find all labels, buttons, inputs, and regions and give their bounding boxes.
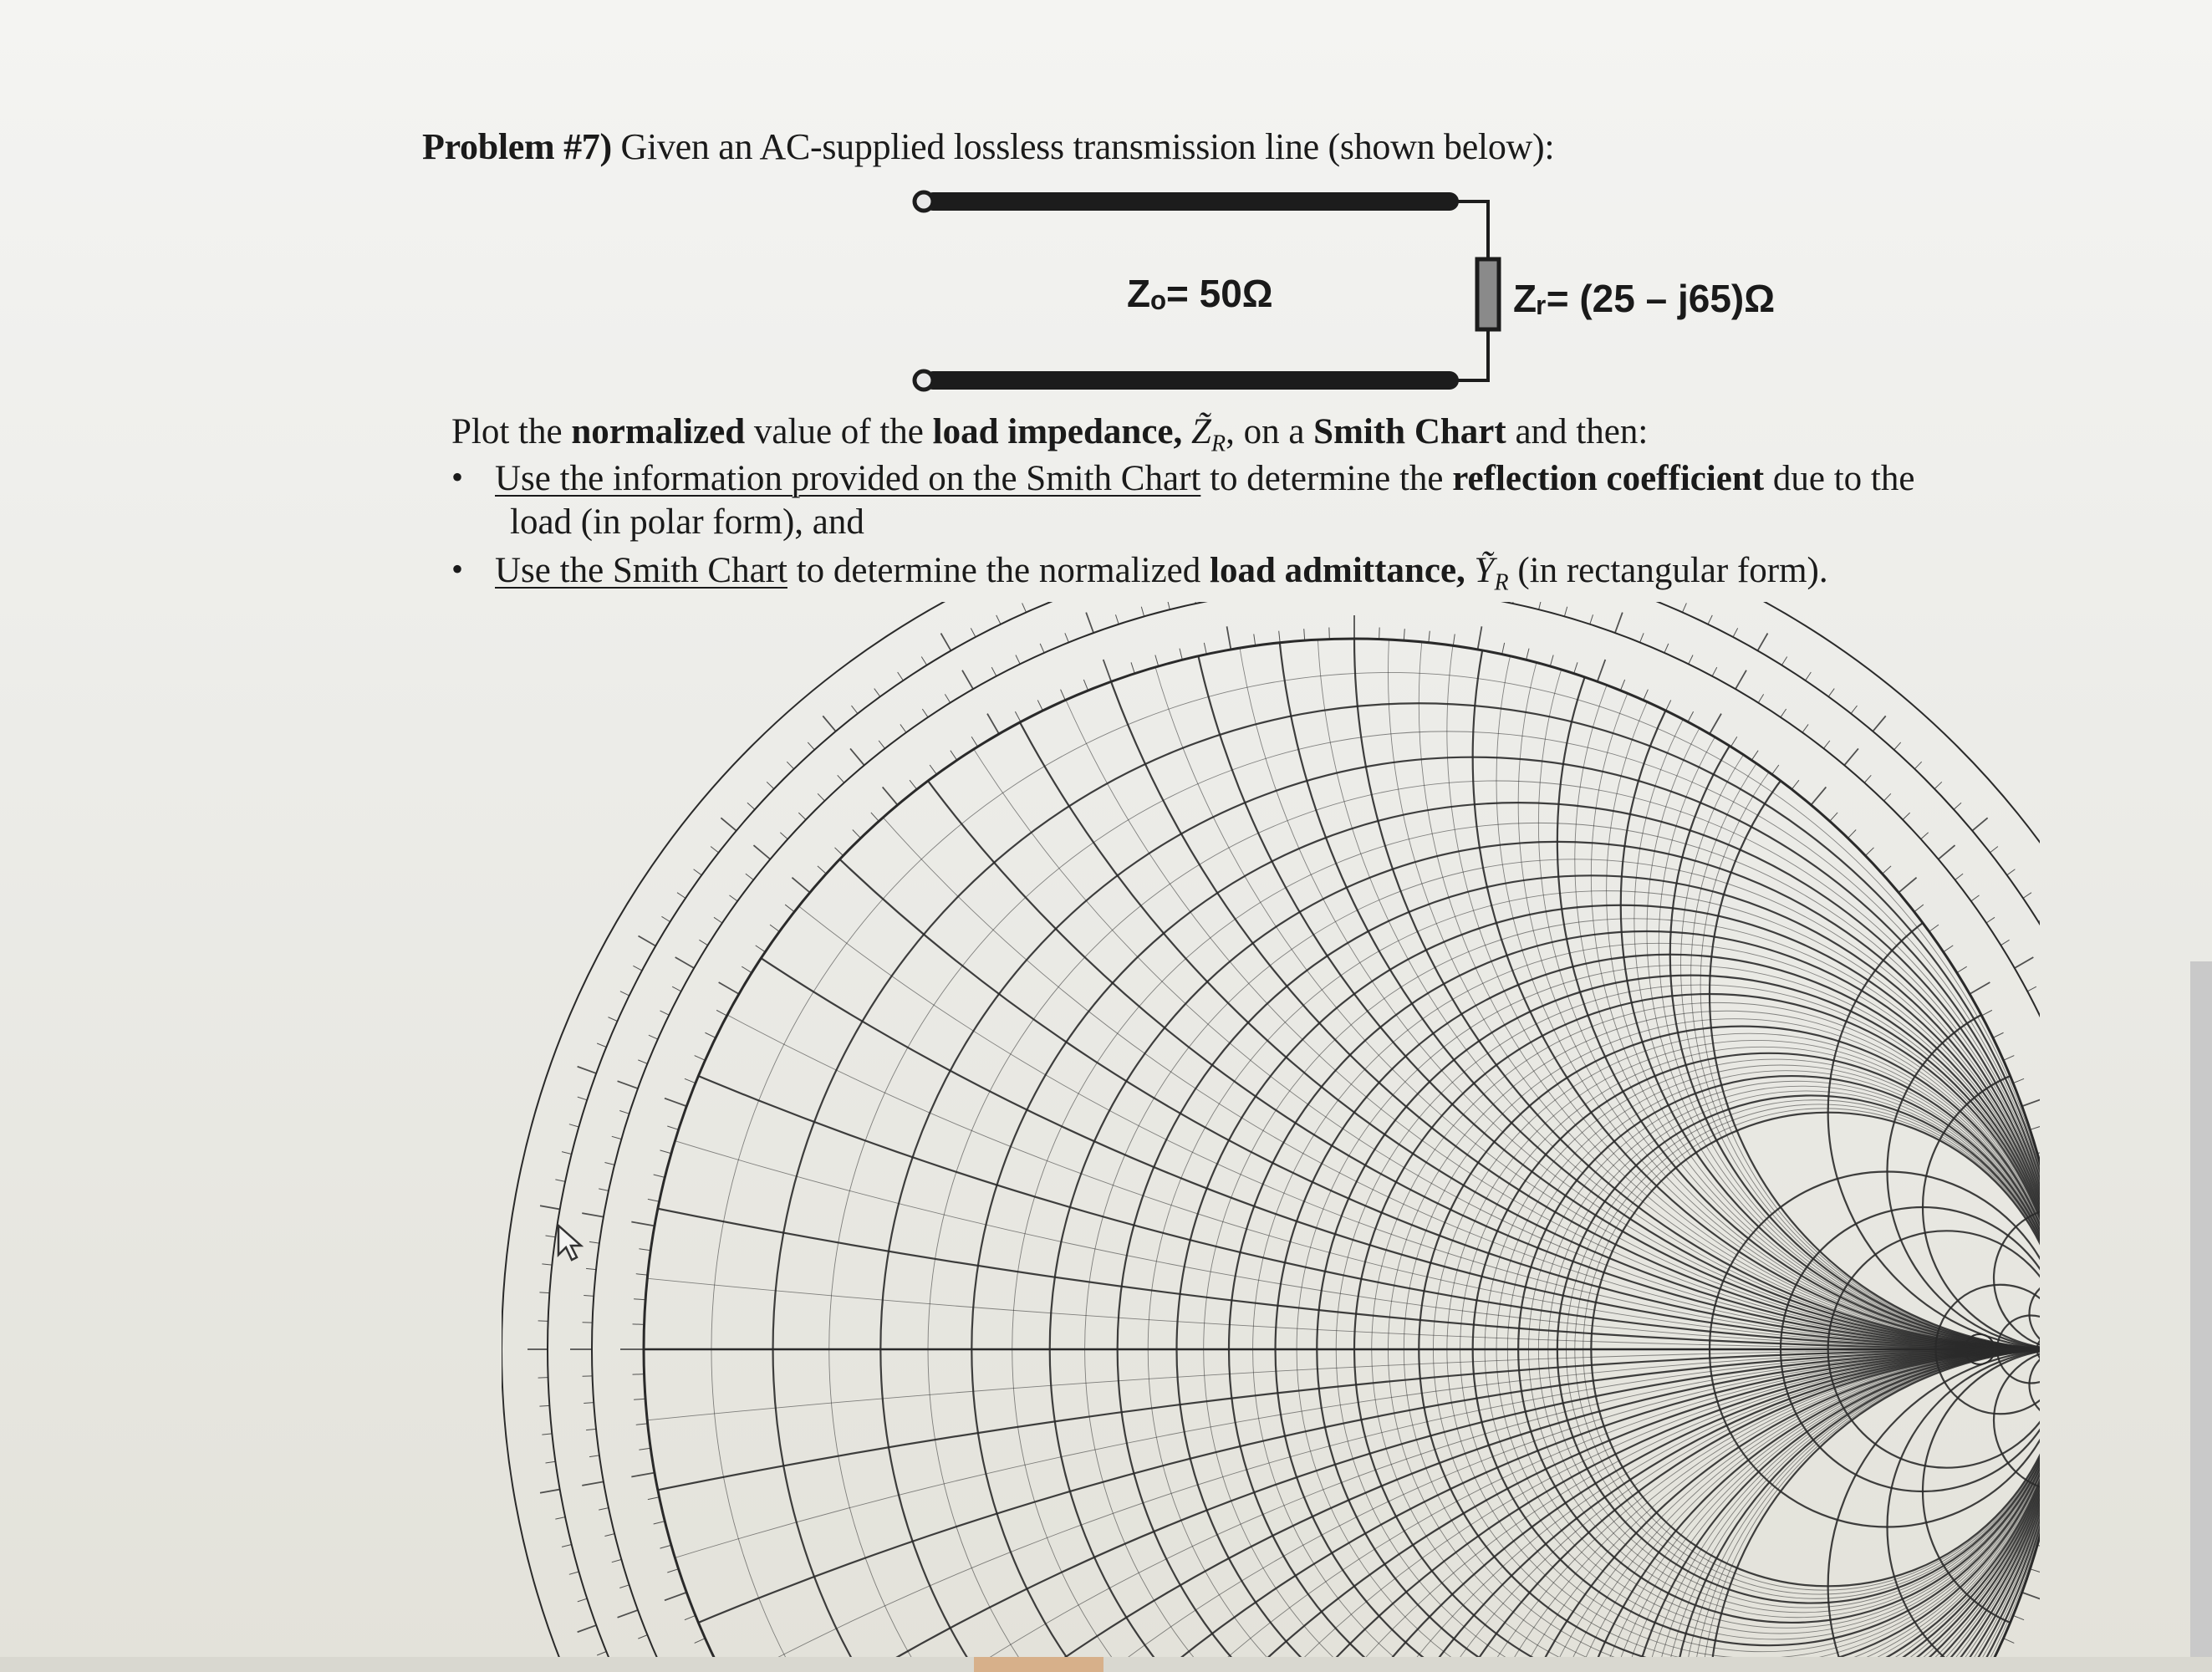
scale-tick [661,916,670,921]
scale-tick [597,1043,606,1047]
scale-tick [2013,1078,2024,1083]
bottom-conductor [924,371,1459,390]
scale-tick [589,1241,599,1243]
scale-tick [1884,793,1891,801]
scale-tick [2023,893,2031,899]
screen-edge [2190,961,2212,1672]
scale-tick [1539,602,1542,609]
scale-tick [879,741,884,748]
scale-tick [1666,700,1671,711]
bullet-dot-1: • [451,458,464,496]
scale-tick [578,1097,587,1100]
scale-tick [2007,869,2016,875]
scale-tick [1502,643,1505,655]
scale-tick [1939,845,1955,859]
mouse-cursor-icon [556,1223,584,1262]
scale-tick [1851,706,1857,713]
instr-bold-normalized: normalized [571,412,746,451]
scale-tick [1429,631,1430,643]
scale-tick [582,1213,604,1217]
load-resistor-icon [1477,259,1499,329]
scale-tick [1823,741,1829,748]
scale-tick [619,1110,629,1114]
scale-tick [631,1473,655,1477]
scale-tick [1844,748,1858,765]
scale-tick [584,1403,594,1404]
scale-tick [1914,905,1924,912]
bullet-2-tail: (in rectangular form). [1508,551,1828,590]
scale-tick [604,1162,614,1165]
scale-tick [834,848,843,856]
scale-tick [1204,643,1206,655]
scale-tick [2015,957,2034,968]
scale-tick [742,966,752,972]
scale-tick [1811,787,1826,804]
scale-tick [555,1180,565,1181]
scale-tick [1792,780,1799,789]
scale-tick [582,1481,604,1486]
smith-chart [502,602,2040,1664]
scale-tick [1083,680,1088,691]
scale-tick [1550,655,1553,665]
reactance-arc [502,602,2040,1349]
reactance-arc [773,602,2040,1349]
reactance-arc [1691,602,2040,1349]
scale-tick [770,925,779,931]
scale-tick [729,895,737,901]
scale-tick [695,1056,706,1061]
reactance-arc [502,602,2040,1349]
bullet-1-line-1 [495,456,1914,502]
scale-tick [694,869,702,875]
scale-tick [922,709,928,717]
reactance-arc [2030,1349,2041,1420]
scale-tick [1615,613,1623,633]
scale-tick [639,936,656,946]
resistance-circle [1118,875,2040,1664]
scale-tick [555,1517,565,1519]
scale-tick [542,1434,552,1435]
scale-tick [539,1405,549,1406]
scale-tick [1865,848,1873,856]
scale-tick [945,694,950,702]
scale-tick [539,1292,549,1293]
scale-tick [721,818,736,830]
reactance-arc [971,602,2040,1349]
scale-tick [1167,602,1170,609]
scale-tick [597,1651,606,1654]
scale-tick [599,1508,609,1510]
scale-tick [1254,634,1256,645]
instr-bold-smith-chart: Smith Chart [1313,412,1506,451]
scale-tick [996,615,1001,624]
scale-tick [850,748,864,765]
scale-tick [1733,628,1738,637]
scale-tick [578,1067,597,1073]
reactance-arc [502,602,2040,1349]
scale-tick [1903,813,1910,819]
scale-tick [1683,603,1687,612]
load-wire-top [1450,201,1488,259]
bullet-2-line [495,548,1828,606]
scale-tick [1564,607,1567,617]
scale-tick [667,1569,678,1573]
scale-tick [1921,833,1929,839]
scale-tick [971,737,977,747]
scale-tick [1993,1032,2004,1037]
scale-tick [599,1189,609,1190]
scale-tick [1957,966,1967,972]
scale-tick [562,1544,572,1547]
scale-tick [818,793,824,801]
scale-tick [685,1078,696,1083]
scale-tick [716,1010,726,1016]
scale-tick [660,1011,670,1015]
instr-text: , on a [1226,412,1314,451]
scale-tick [851,706,857,713]
bottom-terminal [915,371,933,390]
scale-tick [818,866,826,874]
scale-tick [838,775,844,782]
reactance-arc [1888,1349,2041,1664]
scale-tick [675,957,695,968]
scale-tick [1086,613,1093,633]
scale-tick [951,751,957,761]
scale-tick [1227,626,1231,650]
resistance-circle [1050,842,2040,1664]
scale-tick [900,724,906,732]
scale-tick [705,1032,716,1037]
scale-tick [1710,714,1721,734]
scale-tick [1103,660,1112,681]
reactance-arc [1050,1349,2040,1664]
scale-tick [608,1017,617,1022]
scale-tick [1037,700,1042,711]
scale-tick [1015,711,1021,721]
scale-tick [660,1150,670,1154]
scale-tick [2004,1056,2015,1061]
scale-tick [636,1274,648,1275]
scale-tick [1802,724,1808,732]
scale-tick [586,1429,596,1430]
scale-tick [638,1635,647,1639]
scale-tick [792,878,809,893]
scale-tick [1971,895,1980,901]
scale-tick [586,1268,596,1269]
scale-tick [1806,672,1812,681]
scale-tick [578,1625,597,1632]
scale-tick [1689,655,1693,665]
scale-tick [542,1264,552,1265]
scale-tick [2027,986,2036,991]
scale-tick [746,874,753,879]
smith-outer-rings [502,602,2040,1664]
load-wire-bottom [1450,329,1488,380]
instr-text: value of the [745,412,933,451]
scale-tick [1883,866,1891,874]
scale-tick [853,829,861,838]
scale-tick [672,986,681,991]
scale-tick [941,634,951,651]
reactance-arc [502,602,2040,1349]
scale-tick [1982,1010,1992,1016]
scale-tick [2004,1639,2015,1644]
resistance-circle [1204,919,2040,1664]
scale-tick [1751,751,1758,761]
instr-text: Plot the [451,412,572,451]
scale-tick [589,1455,599,1457]
scale-tick [767,782,774,788]
scale-tick [639,1448,650,1450]
scale-tick [654,1522,665,1524]
scale-tick [962,670,973,690]
bullet-dot-2: • [451,550,464,588]
smith-outer-ring [548,602,2040,1664]
bullet-1-tail: due to the [1764,459,1915,498]
zr-label: Zᵣ= (25 – j65)Ω [1513,277,1776,320]
scale-tick [991,667,996,676]
problem-statement: Given an AC-supplied lossless transmission line (shown below): [620,126,1555,167]
scale-tick [1065,633,1068,642]
scale-tick [1873,716,1885,731]
scale-tick [1279,631,1280,643]
scale-tick [1781,656,1786,665]
scale-tick [584,1296,594,1297]
instr-text: and then: [1506,412,1649,451]
yr-subscript: R [1494,569,1509,596]
scale-tick [756,946,766,952]
smith-outer-ring [502,602,2040,1664]
scale-tick [808,742,814,750]
instr-bold-load-impedance: load impedance, [932,412,1183,451]
scale-tick [604,1534,614,1537]
scale-tick [619,1585,629,1588]
zr-symbol: Z̃ [1191,412,1211,451]
bullet-2-underlined: Use the Smith Chart [495,551,787,590]
scale-tick [699,940,707,945]
bottom-tab [974,1657,1103,1672]
scale-tick [1180,649,1182,660]
scale-tick [1304,629,1305,640]
scale-tick [2022,1099,2040,1107]
reactance-arc [1447,1349,2040,1664]
scale-tick [747,803,755,809]
scale-tick [987,714,999,734]
scale-tick [620,991,629,996]
scale-tick [2013,1615,2024,1619]
bullet-1-text: to determine the [1200,459,1453,498]
smith-outer-ring [592,602,2040,1664]
scale-tick [569,1124,579,1127]
scale-tick [1781,709,1786,717]
scale-tick [1016,655,1020,665]
scale-tick [2030,1126,2040,1129]
top-terminal [915,192,933,211]
scale-tick [910,780,917,789]
scale-tick [1574,662,1577,673]
scale-tick [546,1461,556,1463]
scale-tick [780,833,787,839]
scale-tick [618,1081,638,1088]
scale-tick [648,1497,660,1500]
scale-tick [546,1236,556,1237]
bottom-strip [0,1657,2212,1672]
scale-tick [660,1545,670,1548]
problem-heading [422,125,1554,168]
scale-tick [638,1060,647,1063]
z0-label: Zₒ= 50Ω [1127,272,1273,315]
scale-tick [562,1152,572,1155]
scale-tick [1828,689,1834,697]
scale-tick [618,1610,638,1618]
scale-tick [665,1593,686,1601]
scale-tick [2000,940,2009,945]
scale-tick [1864,775,1871,782]
scale-tick [1453,634,1455,645]
scale-tick [1022,603,1027,612]
reactance-arc [1575,602,2040,1349]
scale-tick [1644,690,1649,701]
scale-tick [1955,874,1963,879]
scale-tick [714,917,722,923]
reactance-arc [2030,1278,2041,1349]
scale-tick [871,813,879,821]
bullet-1-underlined: Use the information provided on the Smith Chart [495,459,1201,498]
scale-tick [883,787,898,804]
scale-tick [1712,667,1717,676]
scale-tick [1735,670,1746,690]
scale-tick [1730,737,1736,747]
scale-tick [1986,917,1995,923]
scale-tick [1155,655,1159,665]
scale-tick [1708,615,1712,624]
bullet-1-bold: reflection coefficient [1452,459,1765,498]
reactance-arc [502,602,2040,1349]
problem-number: Problem #7) [422,126,612,167]
scale-tick [1758,634,1768,651]
scale-tick [823,716,835,731]
scale-tick [648,1199,660,1201]
scale-tick [1131,662,1134,673]
scale-tick [633,966,642,971]
scale-tick [569,1572,579,1574]
scale-tick [649,1035,658,1039]
scale-tick [1934,782,1942,788]
bullet-2-bold: load admittance, [1210,551,1465,590]
scale-tick [1664,644,1669,653]
scale-tick [1894,742,1901,750]
scale-tick [898,672,904,681]
scale-tick [540,1206,560,1209]
scale-tick [1040,644,1044,653]
reactance-arc [1419,1349,2040,1664]
reactance-arc [1317,1349,2040,1664]
scale-tick [1598,660,1606,681]
scale-tick [798,813,806,819]
scale-tick [1972,818,1987,830]
scale-tick [631,1222,655,1226]
scale-tick [1944,946,1954,952]
scale-tick [1141,607,1144,617]
smith-grid [502,602,2040,1664]
scale-tick [1590,614,1593,624]
scale-tick [921,656,926,665]
reactance-arc [502,602,2040,1349]
reactance-arc [1473,602,2040,1349]
scale-tick [1848,829,1856,838]
scale-tick [1688,711,1694,721]
scale-tick [2030,1569,2040,1573]
reactance-arc [1710,639,2040,1349]
bullet-2-text: to determine the normalized [787,551,1210,590]
scale-tick [612,1136,622,1139]
scale-tick [695,1639,706,1644]
scale-tick [1772,765,1779,774]
scale-tick [1990,846,1997,852]
reactance-arc [502,602,2040,1349]
resistance-circle [773,703,2040,1664]
scale-tick [719,982,739,994]
scale-tick [874,689,880,697]
top-conductor [924,192,1459,211]
scale-tick [1115,614,1119,624]
scale-tick [685,1615,696,1619]
scale-tick [2022,1593,2040,1601]
scale-tick [677,893,686,899]
bullet-1-line-2: load (in polar form), and [510,502,864,542]
scale-tick [612,1559,622,1562]
scale-tick [1970,982,1990,994]
scale-tick [578,1598,587,1602]
scale-tick [785,905,794,912]
zr-subscript: R [1210,431,1226,457]
transmission-line-diagram [907,182,1868,400]
scale-tick [1640,633,1644,642]
scale-tick [1620,680,1624,691]
scale-tick [639,1249,650,1251]
scale-tick [1914,762,1921,769]
scale-tick [971,628,976,637]
reactance-arc [502,602,2040,1349]
scale-tick [1954,803,1961,809]
scale-tick [1929,925,1939,931]
scale-tick [1830,813,1837,821]
scale-tick [930,765,936,774]
yr-symbol: Ỹ [1474,551,1495,590]
scale-tick [753,845,770,859]
scale-tick [634,1299,645,1300]
reactance-arc [1828,875,2040,1349]
scale-tick [1758,694,1763,702]
scale-tick [540,1490,560,1493]
scale-tick [667,1126,678,1129]
scale-tick [636,1424,648,1425]
scale-tick [787,762,793,769]
scale-tick [654,1175,665,1177]
scale-tick [1526,649,1529,660]
scale-tick [1899,878,1916,893]
scale-tick [711,846,718,852]
reactance-arc [502,602,2040,1349]
scale-tick [665,1099,686,1107]
scale-tick [1061,690,1066,701]
scale-tick [1478,626,1482,650]
